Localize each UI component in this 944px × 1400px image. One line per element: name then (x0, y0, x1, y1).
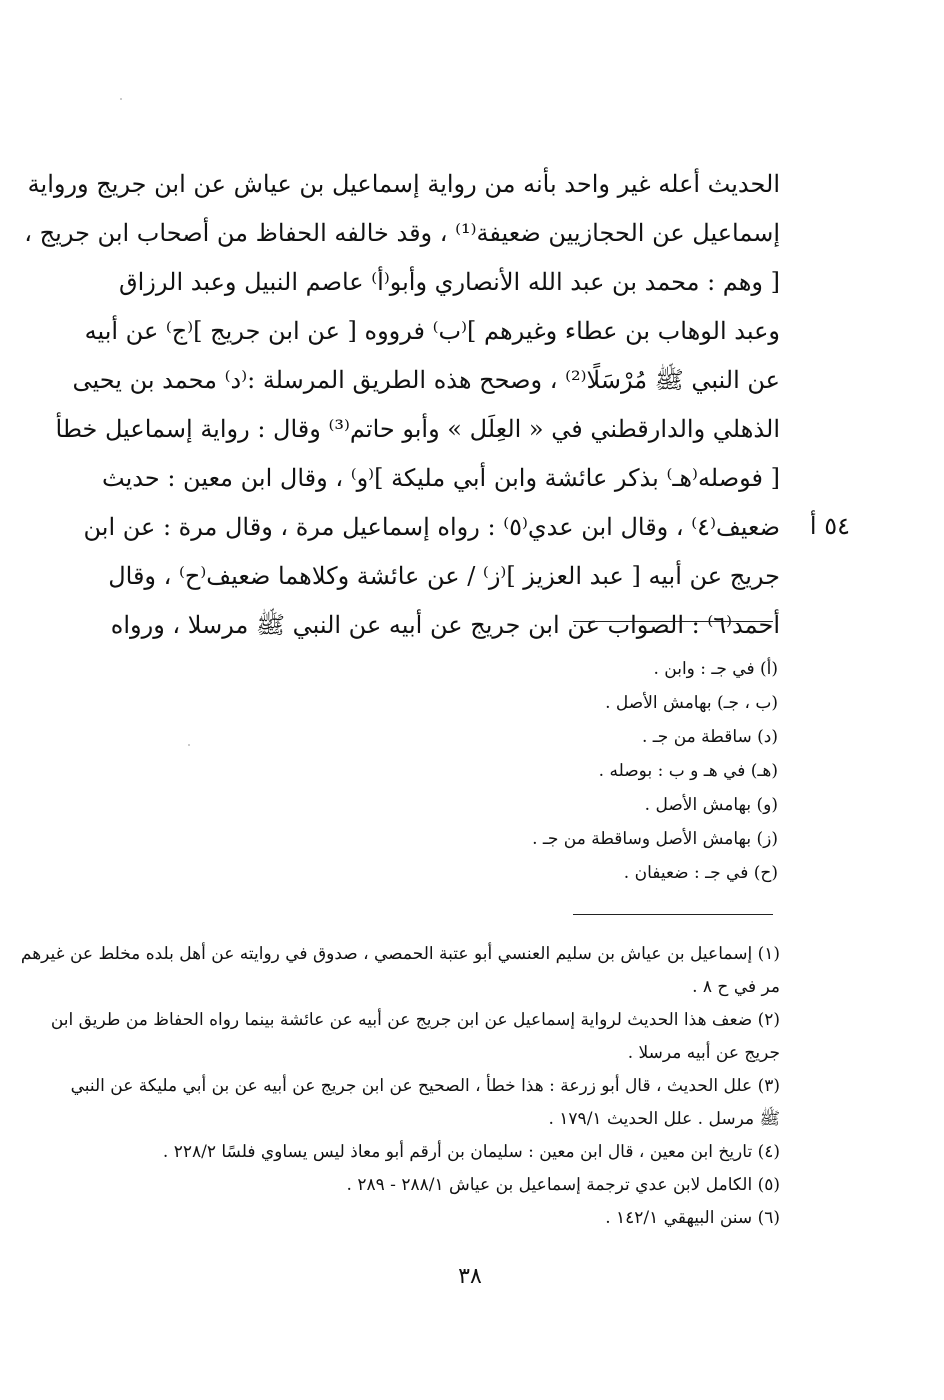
variant-note: (هـ) في هـ و ب : بوصله . (598, 761, 778, 781)
main-text-line: الذهلي والدارقطني في « العِلَل » وأبو حاتم⁽³⁾ وقال : رواية إسماعيل خطأ (55, 415, 780, 443)
main-text-line: [ وهم : محمد بن عبد الله الأنصاري وأبو⁽أ⁾ عاصم النبيل وعبد الرزاق (119, 268, 780, 296)
main-text-line: [ فوصله⁽هـ⁾ بذكر عائشة وابن أبي مليكة ]⁽و⁾ ، وقال ابن معين : حديث (102, 464, 780, 492)
variant-note: (أ) في جـ : وابن . (653, 659, 778, 679)
main-text-body (24, 160, 780, 650)
variant-note: (ح) في جـ : ضعيفان . (623, 863, 778, 883)
variant-note: (ز) بهامش الأصل وساقطة من جـ . (532, 829, 778, 849)
manuscript-variants-apparatus (400, 652, 778, 890)
footnote-line: ﷺ مرسل . علل الحديث ١٧٩/١ . (548, 1109, 780, 1129)
footnotes-separator-rule (573, 914, 773, 915)
footnote-line: (٢) ضعف هذا الحديث لرواية إسماعيل عن ابن جريج عن أبيه عن عائشة بينما رواه الحفاظ من طريق ابن (50, 1010, 780, 1030)
main-text-line: وعبد الوهاب بن عطاء وغيرهم ]⁽ب⁾ فرووه [ عن ابن جريج ]⁽ج⁾ عن أبيه (84, 317, 780, 345)
scan-speck (120, 98, 122, 100)
variant-note: (ب ، جـ) بهامش الأصل . (605, 693, 778, 713)
variant-note: (د) ساقطة من جـ . (642, 727, 778, 747)
footnote-line: (٥) الكامل لابن عدي ترجمة إسماعيل بن عياش ٢٨٨/١ - ٢٨٩ . (346, 1175, 780, 1195)
scan-speck (188, 744, 190, 746)
page-number: ٣٨ (458, 1264, 482, 1289)
main-text-line: عن النبي ﷺ مُرْسَلًا⁽²⁾ ، وصحح هذه الطريق المرسلة :⁽د⁾ محمد بن يحيى (72, 366, 780, 394)
main-text-line: الحديث أعله غير واحد بأنه من رواية إسماعيل بن عياش عن ابن جريج ورواية (27, 170, 780, 198)
main-text-line: ضعيف⁽٤⁾ ، وقال ابن عدي⁽٥⁾ : رواه إسماعيل مرة ، وقال مرة : عن ابن (83, 513, 780, 541)
footnote-line: مر في ح ٨ . (692, 977, 780, 997)
variants-separator-rule (573, 621, 773, 622)
footnote-line: جريج عن أبيه مرسلا . (627, 1043, 780, 1063)
footnote-line: (١) إسماعيل بن عياش بن سليم العنسي أبو عتبة الحمصي ، صدوق في روايته عن أهل بلده مخلط عن غيرهم (20, 944, 780, 964)
footnote-line: (٣) علل الحديث ، قال أبو زرعة : هذا خطأ ، الصحيح عن ابن جريج عن أبيه عن بن أبي مليكة عن النبي (70, 1076, 780, 1096)
footnotes-section (20, 938, 780, 1235)
footnote-line: (٤) تاريخ ابن معين ، قال ابن معين : سليمان بن أرقم أبو معاذ ليس يساوي فلسًا ٢٢٨/٢ . (162, 1142, 780, 1162)
manuscript-folio-marker: ٥٤ أ (809, 512, 850, 540)
main-text-line: إسماعيل عن الحجازيين ضعيفة⁽¹⁾ ، وقد خالفه الحفاظ من أصحاب ابن جريج ، (24, 219, 780, 247)
main-text-line: جريج عن أبيه [ عبد العزيز ]⁽ز⁾ / عن عائشة وكلاهما ضعيف⁽ح⁾ ، وقال (108, 562, 780, 590)
footnote-line: (٦) سنن البيهقي ١٤٢/١ . (605, 1208, 780, 1228)
main-text-line: أحمد⁽٦⁾ : الصواب عن ابن جريج عن أبيه عن النبي ﷺ مرسلا ، ورواه (110, 611, 780, 639)
variant-note: (و) بهامش الأصل . (644, 795, 778, 815)
